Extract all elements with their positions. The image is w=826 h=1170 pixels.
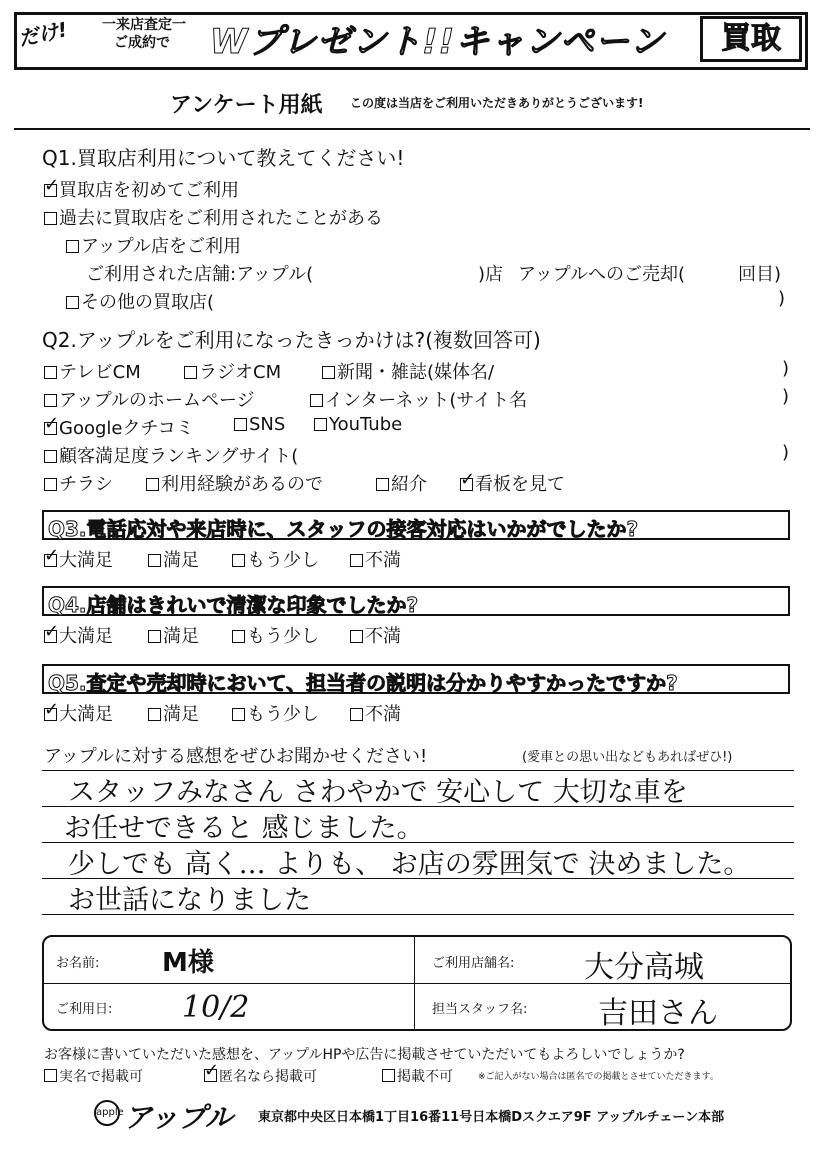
option-label: 満足 <box>163 626 199 647</box>
option-label: 顧客満足度ランキングサイト( <box>59 446 299 467</box>
close-paren: ) <box>782 386 790 407</box>
check-mark-icon: ✓ <box>44 413 60 434</box>
banner-subtitle-1: 一来店査定一 <box>102 17 186 33</box>
option-label: 実名で掲載可 <box>59 1069 143 1085</box>
option-label: 新聞・雑誌(媒体名/ <box>337 362 495 383</box>
impressions-title: アップルに対する感想をぜひお聞かせください! <box>44 746 428 767</box>
option-label: YouTube <box>329 414 403 435</box>
q2-option-google[interactable] <box>44 414 194 440</box>
option-label: 不満 <box>365 704 401 725</box>
checkbox[interactable] <box>184 366 197 379</box>
checkbox[interactable] <box>44 1069 57 1082</box>
q3-option-dissatisfied[interactable] <box>350 546 401 572</box>
check-mark-icon: ✓ <box>460 469 476 490</box>
checkbox[interactable] <box>44 212 57 225</box>
staff-value[interactable]: 吉田さん <box>598 996 718 1031</box>
date-value[interactable]: 10/2 <box>182 990 250 1025</box>
checkbox[interactable] <box>234 418 247 431</box>
checkbox[interactable] <box>232 554 245 567</box>
option-label: テレビCM <box>59 362 141 383</box>
checkbox[interactable] <box>148 708 161 721</box>
option-label: もう少し <box>247 550 319 571</box>
q2-option-radio[interactable] <box>184 358 281 384</box>
checkbox[interactable] <box>146 478 159 491</box>
option-label: もう少し <box>247 626 319 647</box>
q4-title-bar <box>42 586 790 616</box>
option-label: アップル店をご利用 <box>81 236 242 257</box>
checkbox[interactable] <box>350 708 363 721</box>
close-paren: ) <box>782 358 790 379</box>
option-label: アップルのホームページ <box>59 390 255 411</box>
q1-option-apple[interactable] <box>66 232 241 258</box>
checkbox[interactable] <box>376 478 389 491</box>
q3-option-a-little-more[interactable] <box>232 546 319 572</box>
check-mark-icon: ✓ <box>44 621 60 642</box>
option-label: 満足 <box>163 550 199 571</box>
q5-title: Q5.査定や売却時において、担当者の説明は分かりやすかったですか? <box>48 671 678 695</box>
checkbox[interactable] <box>44 545 60 567</box>
q1-title: Q1.買取店利用について教えてください! <box>42 146 405 170</box>
date-label: ご利用日: <box>56 1002 113 1017</box>
q3-option-satisfied[interactable] <box>148 546 199 572</box>
option-label: 不満 <box>365 626 401 647</box>
handwritten-line[interactable]: お任せできると 感じました。 <box>64 813 424 844</box>
q2-option-flyer[interactable] <box>44 470 113 496</box>
publish-option-not-allowed[interactable] <box>382 1066 453 1086</box>
option-label: もう少し <box>247 704 319 725</box>
name-label: お名前: <box>56 956 100 971</box>
q5-option-a-little-more[interactable] <box>232 700 319 726</box>
name-value[interactable]: M様 <box>162 948 214 978</box>
q2-option-internet[interactable] <box>310 386 527 412</box>
q1-store-used-suffix: )店 <box>478 264 504 285</box>
handwritten-line[interactable]: スタッフみなさん さわやかで 安心して 大切な車を <box>68 777 688 808</box>
checkbox[interactable] <box>350 554 363 567</box>
handwritten-line[interactable]: 少しでも 高く… よりも、 お店の雰囲気で 決めました。 <box>68 849 751 880</box>
form-thanks: この度は当店をご利用いただきありがとうございます! <box>350 96 644 110</box>
close-paren: ) <box>778 288 786 309</box>
option-label: 匿名なら掲載可 <box>219 1069 317 1085</box>
publish-option-real-name[interactable] <box>44 1066 143 1086</box>
q2-option-sns[interactable] <box>234 414 285 435</box>
q1-option-first[interactable] <box>44 176 239 202</box>
checkbox[interactable] <box>66 240 79 253</box>
q5-option-dissatisfied[interactable] <box>350 700 401 726</box>
option-label: 大満足 <box>59 704 113 725</box>
check-mark-icon: ✓ <box>44 545 60 566</box>
option-label: 利用経験があるので <box>161 474 323 495</box>
checkbox[interactable] <box>232 630 245 643</box>
handwritten-line[interactable]: お世話になりました <box>68 885 311 916</box>
banner-subtitle-2: ご成約で <box>114 35 170 51</box>
checkbox[interactable] <box>322 366 335 379</box>
q2-option-tv[interactable] <box>44 358 141 384</box>
q2-option-homepage[interactable] <box>44 386 255 412</box>
checkbox[interactable] <box>44 699 60 721</box>
q4-option-a-little-more[interactable] <box>232 622 319 648</box>
checkbox[interactable] <box>44 366 57 379</box>
q2-title: Q2.アップルをご利用になったきっかけは?(複数回答可) <box>42 328 541 352</box>
q1-sale-count-suffix: 回目) <box>738 264 782 285</box>
option-label: 看板を見て <box>475 474 565 495</box>
store-label: ご利用店舗名: <box>432 956 515 971</box>
option-label: 大満足 <box>59 626 113 647</box>
q3-option-very-satisfied[interactable] <box>44 546 113 572</box>
banner-corner-label: 買取 <box>700 16 802 62</box>
option-label: その他の買取店( <box>81 292 215 313</box>
checkbox[interactable] <box>44 413 60 435</box>
checkbox[interactable] <box>44 450 57 463</box>
checkbox[interactable] <box>314 418 327 431</box>
check-mark-icon: ✓ <box>44 699 60 720</box>
checkbox[interactable] <box>350 630 363 643</box>
q2-option-referral[interactable] <box>376 470 427 496</box>
option-label: インターネット(サイト名 <box>325 390 528 411</box>
checkbox[interactable] <box>44 621 60 643</box>
option-label: チラシ <box>59 474 113 495</box>
q1-sale-count-prefix: アップルへのご売却( <box>518 264 686 285</box>
option-label: 大満足 <box>59 550 113 571</box>
check-mark-icon: ✓ <box>44 175 60 196</box>
publish-option-anonymous[interactable] <box>204 1060 317 1086</box>
q4-option-very-satisfied[interactable] <box>44 622 113 648</box>
checkbox[interactable] <box>204 1060 220 1082</box>
option-label: 掲載不可 <box>397 1069 453 1085</box>
checkbox[interactable] <box>232 708 245 721</box>
q3-title: Q3.電話応対や来店時に、スタッフの接客対応はいかがでしたか? <box>48 517 639 541</box>
divider <box>414 935 415 1031</box>
company-logo: アップル <box>124 1101 233 1134</box>
company-address: 東京都中央区日本橋1丁目16番11号日本橋Dスクエア9F アップルチェーン本部 <box>258 1110 725 1125</box>
q5-option-satisfied[interactable] <box>148 700 199 726</box>
checkbox[interactable] <box>460 469 476 491</box>
checkbox[interactable] <box>44 478 57 491</box>
q4-option-satisfied[interactable] <box>148 622 199 648</box>
checkbox[interactable] <box>44 175 60 197</box>
q2-option-newspaper[interactable] <box>322 358 494 384</box>
q1-option-other[interactable] <box>66 288 214 314</box>
option-label: 買取店を初めてご利用 <box>59 180 239 201</box>
q4-option-dissatisfied[interactable] <box>350 622 401 648</box>
checkbox[interactable] <box>310 394 323 407</box>
option-label: 不満 <box>365 550 401 571</box>
option-label: Googleクチコミ <box>59 418 194 439</box>
q3-title-bar <box>42 510 790 540</box>
staff-label: 担当スタッフ名: <box>432 1002 528 1017</box>
checkbox[interactable] <box>382 1069 395 1082</box>
checkbox[interactable] <box>148 630 161 643</box>
form-title: アンケート用紙 <box>170 93 323 118</box>
q4-title: Q4.店舗はきれいで清潔な印象でしたか? <box>48 593 419 617</box>
option-label: SNS <box>249 414 286 435</box>
q1-option-past[interactable] <box>44 204 383 230</box>
q5-option-very-satisfied[interactable] <box>44 700 113 726</box>
checkbox[interactable] <box>44 394 57 407</box>
divider <box>14 128 810 130</box>
banner-tag: だけ! <box>16 17 70 51</box>
check-mark-icon: ✓ <box>204 1060 220 1081</box>
q5-title-bar <box>42 664 790 694</box>
publish-note: ※ご記入がない場合は匿名での掲載とさせていただきます。 <box>478 1072 719 1082</box>
option-label: 過去に買取店をご利用されたことがある <box>59 208 383 229</box>
impressions-note: (愛車との思い出などもあればぜひ!) <box>522 750 733 765</box>
q1-store-used-prefix: ご利用された店舗:アップル( <box>86 264 314 285</box>
apple-logo-icon: apple <box>94 1100 120 1126</box>
q2-option-signboard[interactable] <box>460 470 565 496</box>
banner-headline: Wプレゼント!!キャンペーン <box>210 22 665 62</box>
option-label: 紹介 <box>391 474 427 495</box>
checkbox[interactable] <box>148 554 161 567</box>
q2-option-ranking[interactable] <box>44 442 298 468</box>
publish-question: お客様に書いていただいた感想を、アップルHPや広告に掲載させていただいてもよろしいでしょうか? <box>44 1047 685 1063</box>
checkbox[interactable] <box>66 296 79 309</box>
store-value[interactable]: 大分高城 <box>584 950 704 985</box>
option-label: 満足 <box>163 704 199 725</box>
option-label: ラジオCM <box>199 362 282 383</box>
q2-option-youtube[interactable] <box>314 414 402 435</box>
close-paren: ) <box>782 442 790 463</box>
q2-option-experience[interactable] <box>146 470 323 496</box>
